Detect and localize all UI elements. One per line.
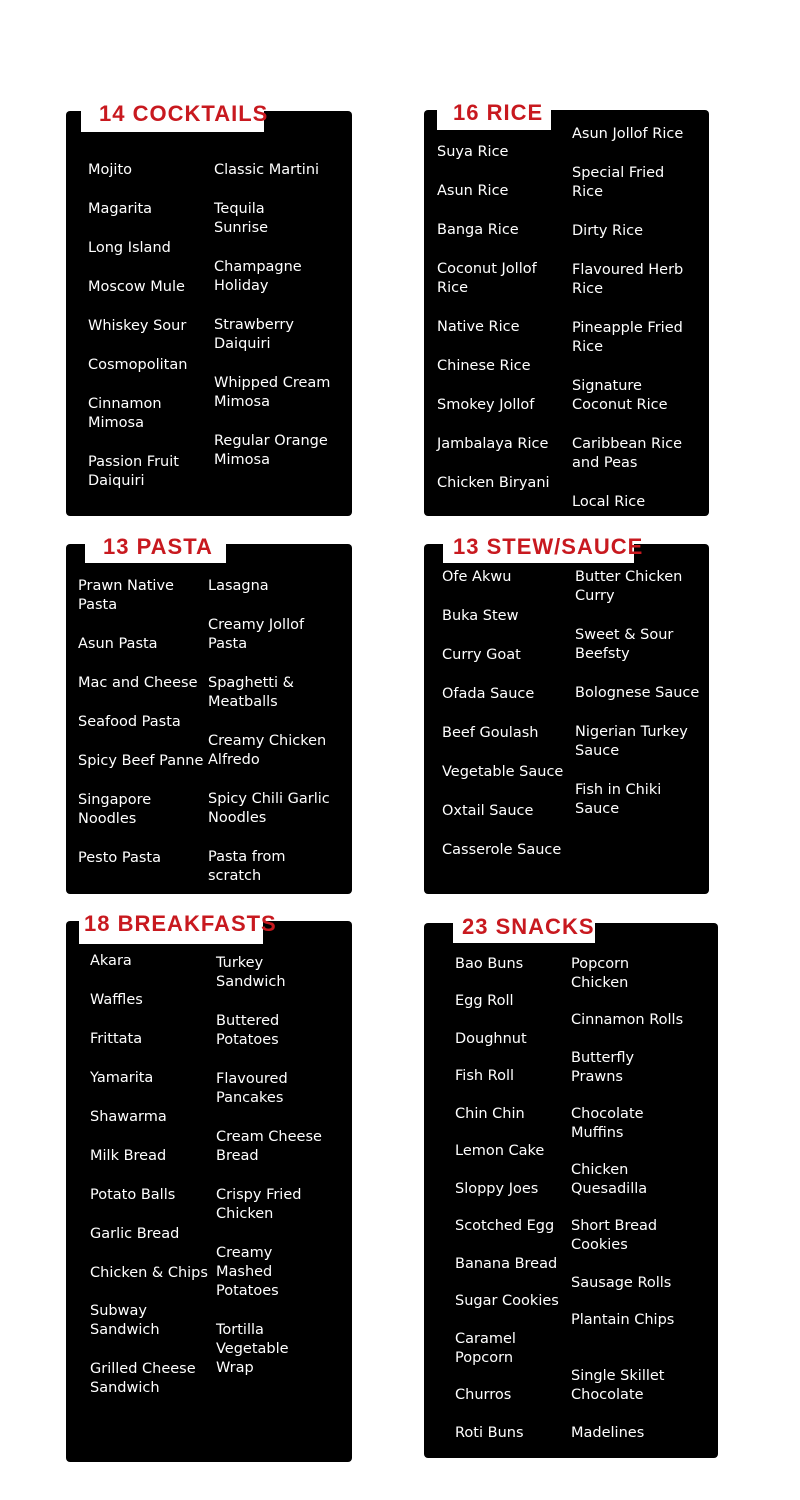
menu-item: Sweet & Sour Beefsty [575, 627, 674, 662]
menu-item: Grilled Cheese Sandwich [90, 1361, 196, 1396]
breakfasts-title [79, 904, 277, 944]
menu-item: Nigerian Turkey Sauce [575, 724, 688, 759]
menu-item: Creamy Chicken Alfredo [208, 733, 327, 768]
menu-item: Asun Jollof Rice [572, 126, 684, 142]
menu-item: Popcorn Chicken [571, 956, 630, 991]
menu-item: Long Island [88, 240, 171, 256]
menu-item: Strawberry Daiquiri [214, 317, 294, 352]
menu-item: Butterfly Prawns [571, 1050, 635, 1085]
menu-item: Ofada Sauce [442, 686, 535, 702]
menu-item: Seafood Pasta [78, 714, 181, 730]
menu-item: Lasagna [208, 578, 269, 594]
menu-item: Single Skillet Chocolate [571, 1368, 665, 1403]
menu-item: Chin Chin [455, 1106, 525, 1122]
menu-item: Suya Rice [437, 144, 509, 160]
menu-item: Tortilla Vegetable Wrap [216, 1322, 289, 1376]
menu-item: Shawarma [90, 1109, 167, 1125]
menu-item: Caribbean Rice and Peas [572, 436, 683, 471]
menu-item: Churros [455, 1387, 512, 1403]
menu-item: Butter Chicken Curry [575, 569, 683, 604]
menu-item: Smokey Jollof [437, 397, 535, 413]
menu-item: Dirty Rice [572, 223, 644, 239]
menu-item: Fish in Chiki Sauce [575, 782, 662, 817]
menu-item: Jambalaya Rice [437, 436, 549, 452]
menu-item: Spaghetti & Meatballs [208, 675, 294, 710]
menu-item: Champagne Holiday [214, 259, 302, 294]
menu-item: Moscow Mule [88, 279, 185, 295]
menu-item: Pesto Pasta [78, 850, 161, 866]
rice-count: 16 [453, 100, 480, 125]
menu-item: Chicken Biryani [437, 475, 550, 491]
menu-item: Signature Coconut Rice [572, 378, 668, 413]
snacks-count: 23 [462, 914, 489, 939]
breakfasts-name: BREAKFASTS [117, 911, 277, 936]
menu-item: Banga Rice [437, 222, 519, 238]
menu-item: Pineapple Fried Rice [572, 320, 683, 355]
menu-item: Ofe Akwu [442, 569, 512, 585]
menu-item: Whiskey Sour [88, 318, 187, 334]
menu-item: Potato Balls [90, 1187, 176, 1203]
menu-item: Native Rice [437, 319, 520, 335]
stew-sauce-name: STEW/SAUCE [486, 534, 644, 559]
stew-sauce-title [443, 527, 644, 563]
menu-item: Whipped Cream Mimosa [214, 375, 331, 410]
menu-item: Flavoured Pancakes [216, 1071, 288, 1106]
menu-item: Subway Sandwich [90, 1303, 160, 1338]
menu-item: Cinnamon Mimosa [88, 396, 162, 431]
cocktails-count: 14 [99, 101, 126, 126]
menu-item: Fish Roll [455, 1068, 515, 1084]
menu-item: Mojito [88, 162, 132, 178]
cocktails-name: COCKTAILS [132, 101, 269, 126]
snacks-title [453, 907, 595, 943]
menu-item: Sausage Rolls [571, 1275, 672, 1291]
menu-item: Yamarita [90, 1070, 154, 1086]
pasta-title [85, 527, 226, 563]
menu-item: Spicy Beef Panne [78, 753, 204, 769]
menu-item: Prawn Native Pasta [78, 578, 174, 613]
pasta-name: PASTA [136, 534, 213, 559]
menu-item: Classic Martini [214, 162, 320, 178]
menu-item: Singapore Noodles [78, 792, 152, 827]
menu-item: Mac and Cheese [78, 675, 198, 691]
snacks-name: SNACKS [495, 914, 595, 939]
menu-item: Scotched Egg [455, 1218, 555, 1234]
menu-item: Banana Bread [455, 1256, 558, 1272]
menu-item: Chinese Rice [437, 358, 531, 374]
stew-sauce-count: 13 [453, 534, 480, 559]
cocktails-title [81, 94, 269, 132]
menu-item: Creamy Mashed Potatoes [216, 1245, 279, 1299]
menu-item: Frittata [90, 1031, 143, 1047]
menu-item: Chicken Quesadilla [571, 1162, 648, 1197]
menu-item: Bolognese Sauce [575, 685, 700, 701]
menu-item: Crispy Fried Chicken [216, 1187, 302, 1222]
menu-item: Sloppy Joes [455, 1181, 539, 1197]
menu-item: Spicy Chili Garlic Noodles [208, 791, 330, 826]
menu-item: Chocolate Muffins [571, 1106, 644, 1141]
menu-item: Local Rice [572, 494, 646, 510]
menu-item: Casserole Sauce [442, 842, 562, 858]
menu-item: Turkey Sandwich [216, 955, 286, 990]
menu-item: Plantain Chips [571, 1312, 675, 1328]
menu-item: Roti Buns [455, 1425, 524, 1441]
menu-item: Chicken & Chips [90, 1265, 208, 1281]
menu-item: Doughnut [455, 1031, 527, 1047]
menu-item: Akara [90, 953, 132, 969]
menu-item: Waffles [90, 992, 143, 1008]
rice-name: RICE [486, 100, 544, 125]
menu-item: Sugar Cookies [455, 1293, 559, 1309]
menu-item: Oxtail Sauce [442, 803, 534, 819]
rice-title [437, 93, 551, 130]
menu-item: Creamy Jollof Pasta [208, 617, 305, 652]
menu-item: Caramel Popcorn [455, 1331, 516, 1366]
menu-item: Coconut Jollof Rice [437, 261, 537, 296]
menu-item: Vegetable Sauce [442, 764, 564, 780]
menu-item: Madelines [571, 1425, 645, 1441]
menu-item: Special Fried Rice [572, 165, 665, 200]
menu-item: Garlic Bread [90, 1226, 180, 1242]
menu-item: Lemon Cake [455, 1143, 545, 1159]
breakfasts-count: 18 [84, 911, 111, 936]
menu-item: Cosmopolitan [88, 357, 188, 373]
menu-item: Egg Roll [455, 993, 514, 1009]
menu-item: Curry Goat [442, 647, 521, 663]
pasta-count: 13 [103, 534, 130, 559]
menu-item: Cream Cheese Bread [216, 1129, 322, 1164]
menu-item: Asun Pasta [78, 636, 158, 652]
menu-item: Milk Bread [90, 1148, 167, 1164]
menu-item: Beef Goulash [442, 725, 539, 741]
menu-item: Magarita [88, 201, 153, 217]
menu-item: Cinnamon Rolls [571, 1012, 684, 1028]
menu-item: Buka Stew [442, 608, 519, 624]
menu-item: Regular Orange Mimosa [214, 433, 328, 468]
menu-item: Short Bread Cookies [571, 1218, 658, 1253]
menu-item: Pasta from scratch [208, 849, 286, 884]
menu-item: Asun Rice [437, 183, 509, 199]
menu-item: Buttered Potatoes [216, 1013, 280, 1048]
menu-item: Tequila Sunrise [214, 201, 269, 236]
menu-item: Flavoured Herb Rice [572, 262, 684, 297]
menu-item: Passion Fruit Daiquiri [88, 454, 179, 489]
menu-item: Bao Buns [455, 956, 524, 972]
